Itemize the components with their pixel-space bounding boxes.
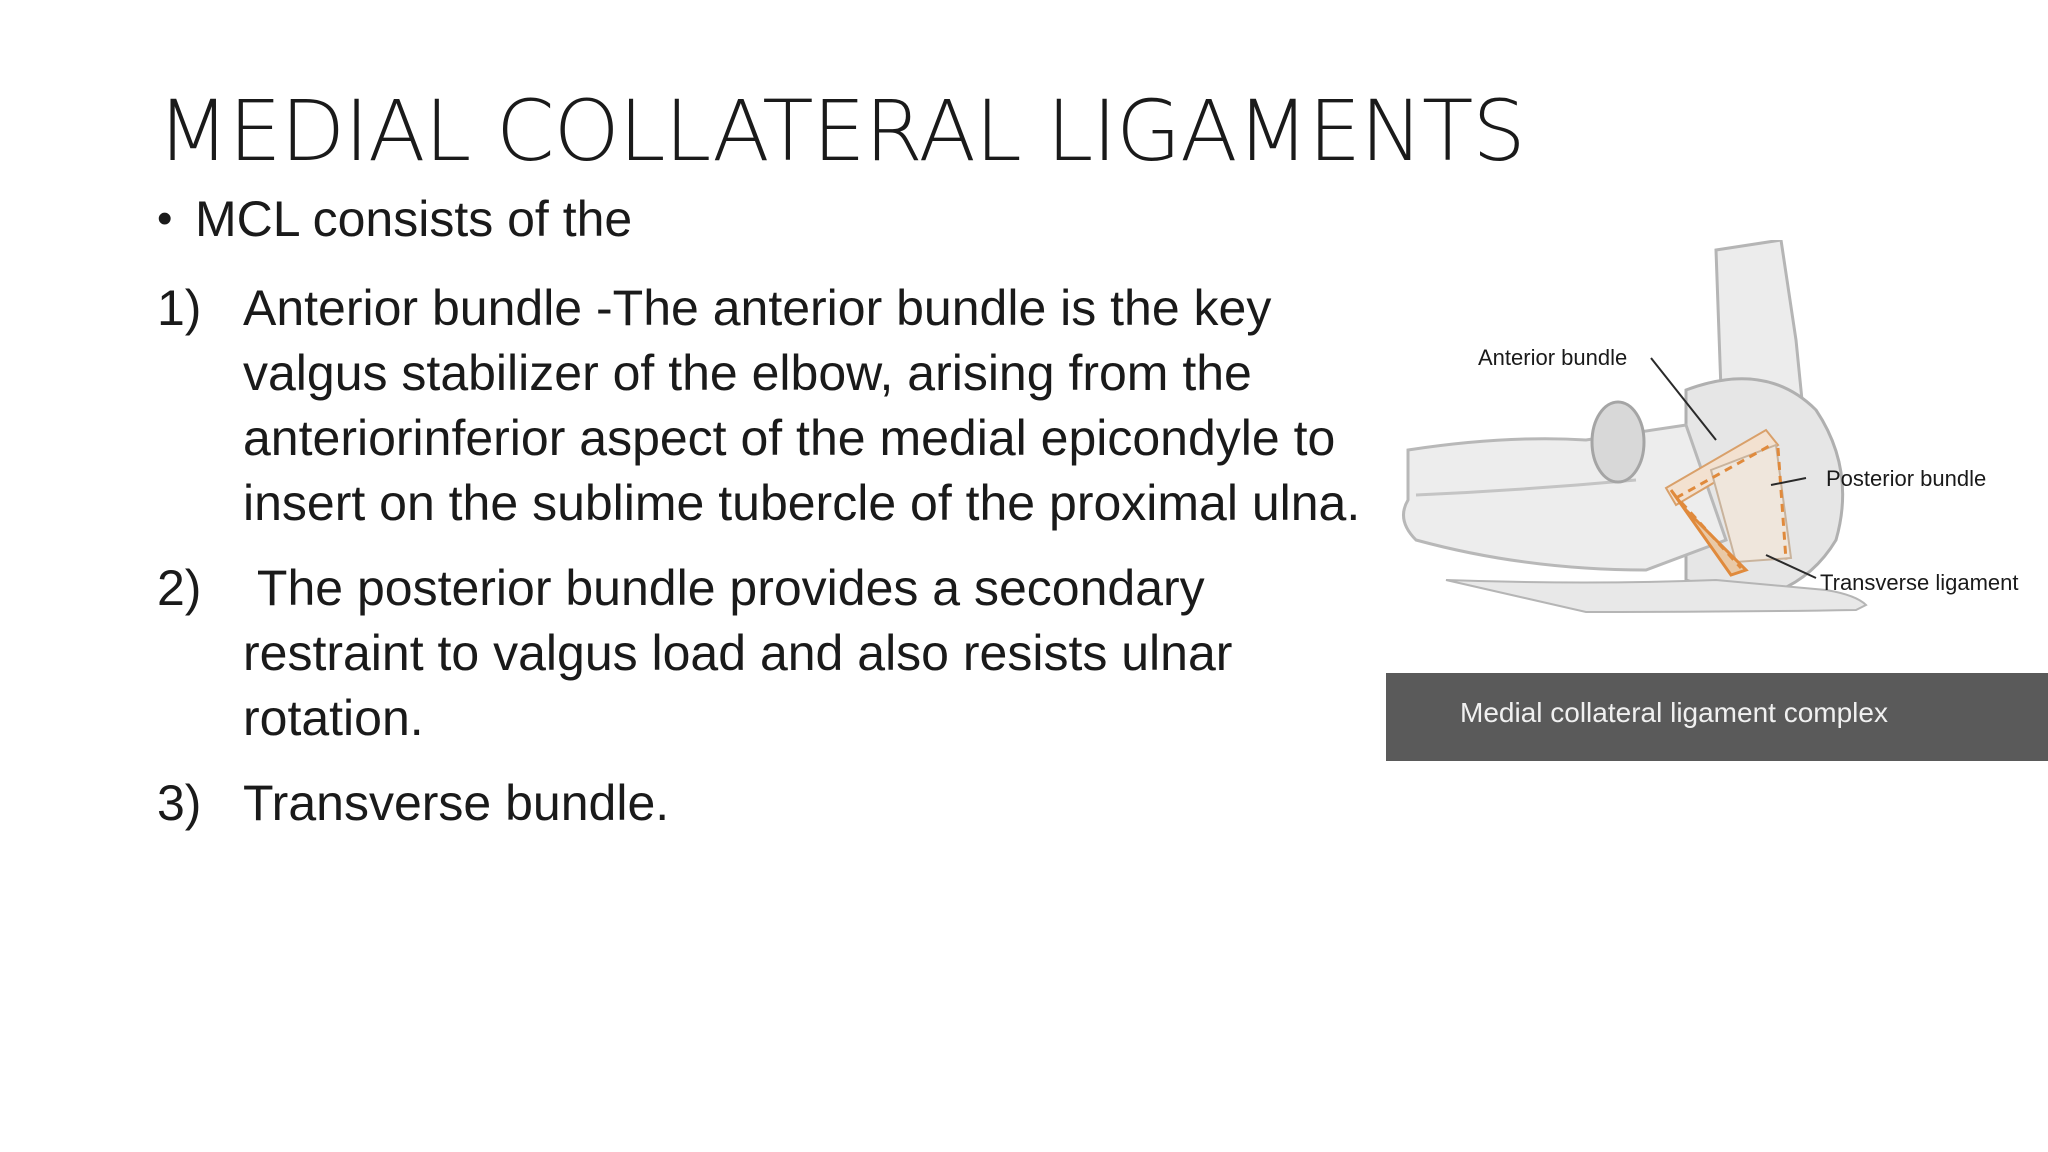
intro-bullet <box>157 188 1387 250</box>
figure-caption: Medial collateral ligament complex <box>1460 697 1888 728</box>
list-item <box>157 771 1387 836</box>
annular-ligament <box>1592 402 1644 482</box>
list-item-number: 3) <box>157 775 202 831</box>
slide-body <box>157 188 1387 856</box>
intro-text: MCL consists of the <box>195 191 633 247</box>
list-item <box>157 556 1387 751</box>
list-item-text: The posterior bundle provides a secondary restraint to valgus load and also resists ulnar rotation. <box>243 560 1247 746</box>
bullet-dot: • <box>157 194 173 243</box>
label-anterior-bundle: Anterior bundle <box>1478 345 1628 370</box>
list-item-text: Anterior bundle -The anterior bundle is the key valgus stabilizer of the elbow, arising from the anteriorinferior aspect of the medial epicondyle to insert on the sublime tubercle of the proximal ulna. <box>243 280 1361 531</box>
list-item-text: Transverse bundle. <box>243 775 670 831</box>
list-item <box>157 276 1387 536</box>
figure-caption-bar <box>1386 673 2048 761</box>
label-transverse-ligament: Transverse ligament <box>1820 570 2019 595</box>
list-item-number: 1) <box>157 280 202 336</box>
slide-title: MEDIAL COLLATERAL LIGAMENTS <box>157 82 1525 180</box>
forearm-lower <box>1446 580 1866 612</box>
list-item-number: 2) <box>157 560 202 616</box>
label-posterior-bundle: Posterior bundle <box>1826 466 1987 491</box>
